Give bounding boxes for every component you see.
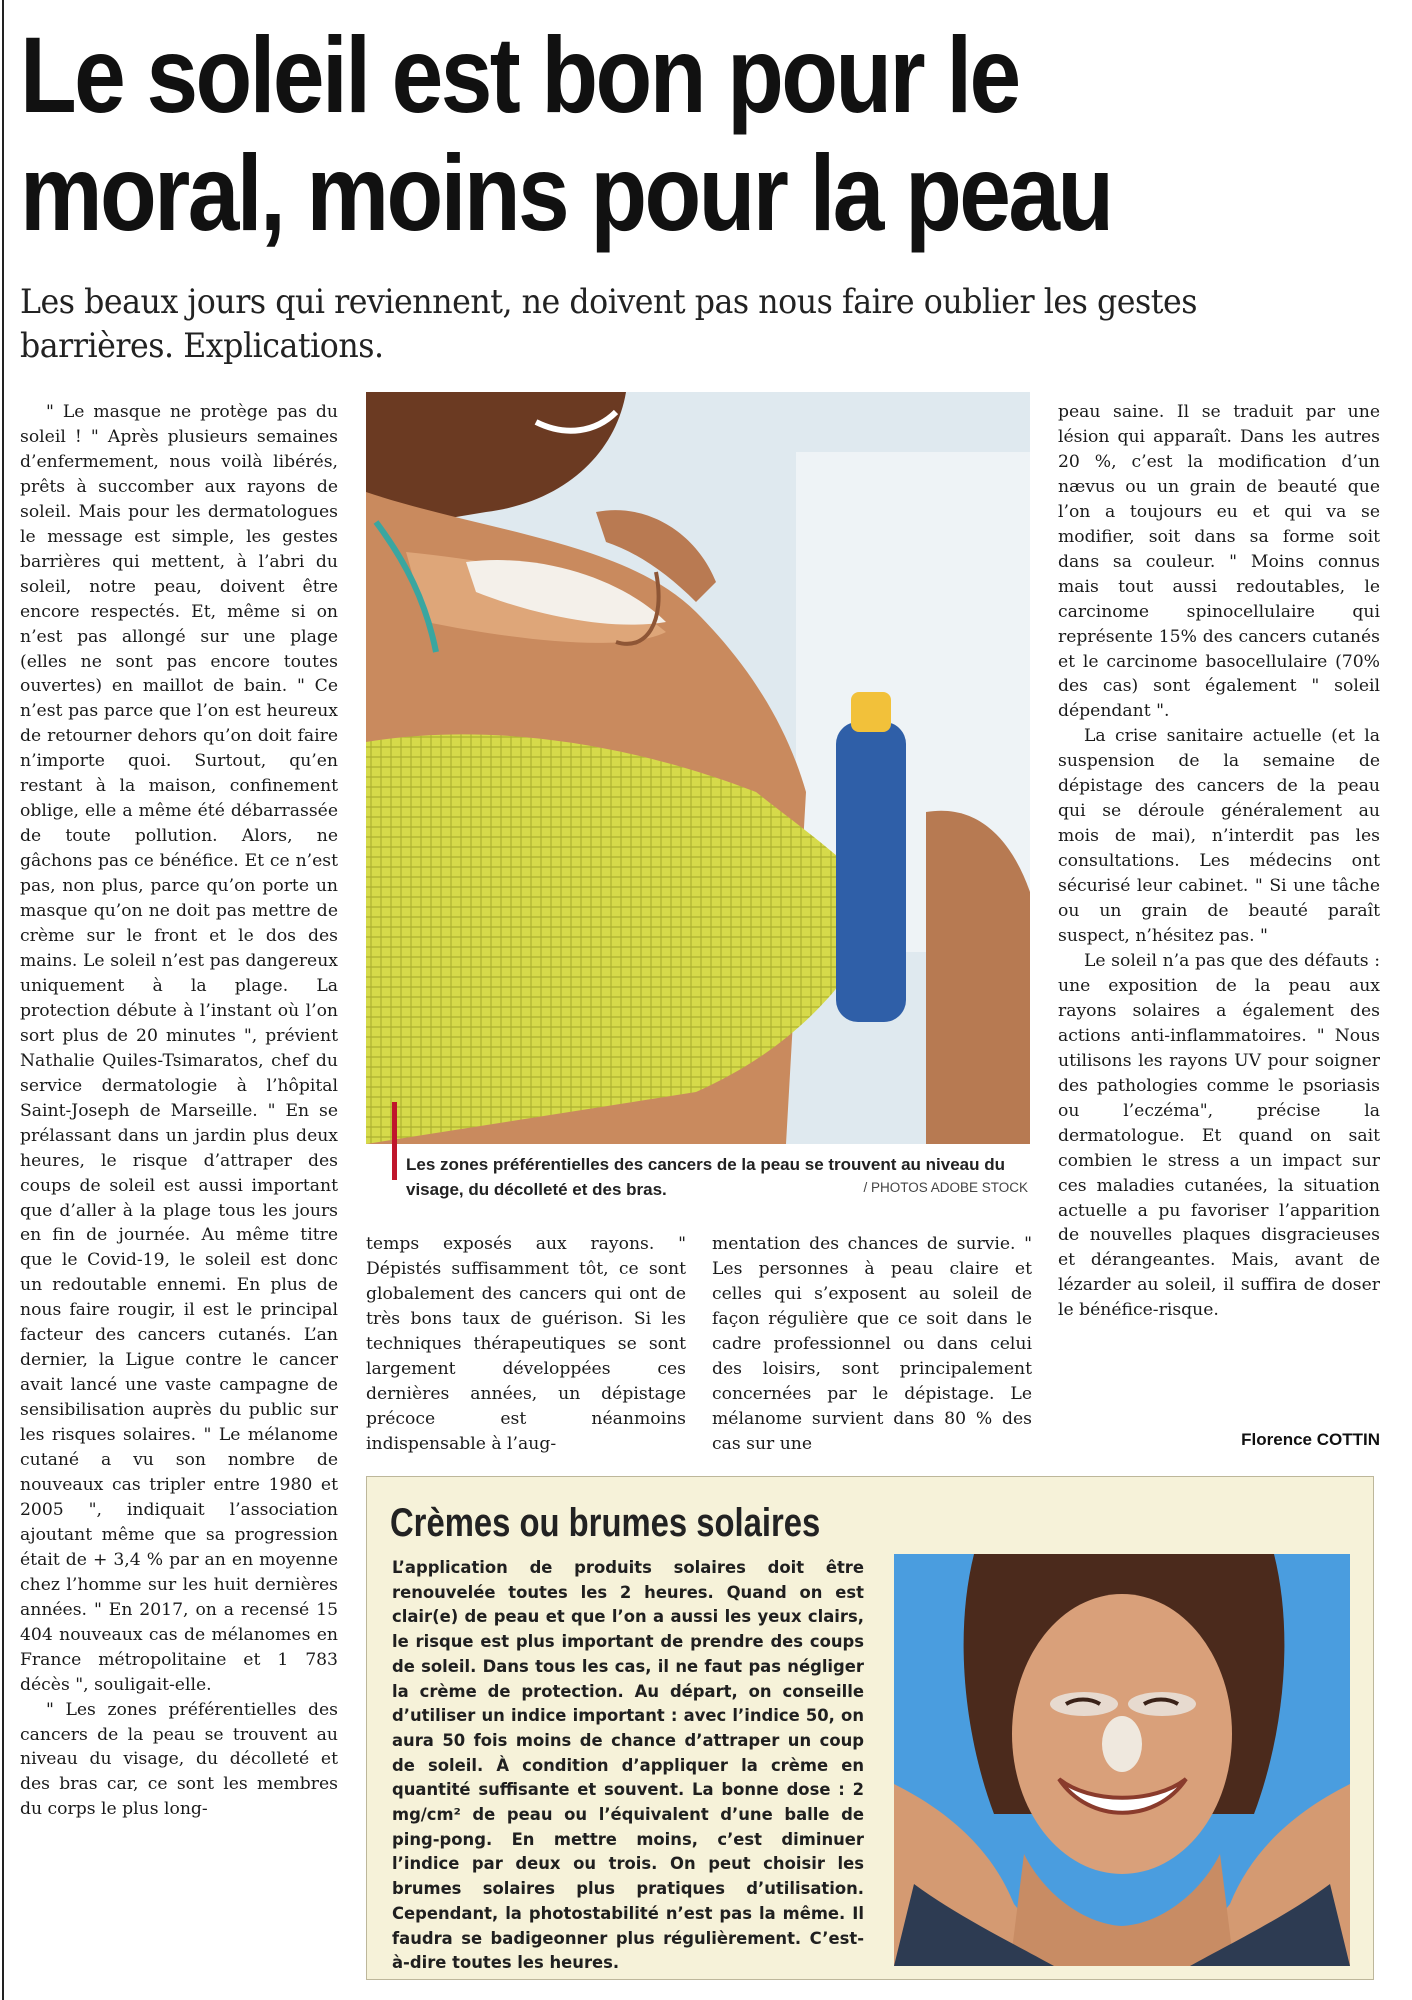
photo-sunscreen-shoulder	[366, 392, 1030, 1144]
photo-girl-illustration	[894, 1554, 1350, 1966]
article-paragraph: La crise sanitaire actuelle (et la suspension de la semaine de dépistage des cancers de la peau qui se déroule généralement au mois de mai), n’interdit pas les consultations. Les médecins ont sécurisé leur cabinet. " Si une tâche ou un grain de beauté paraît suspect, n’hésitez pas. "	[1058, 726, 1380, 947]
article-paragraph: mentation des chances de survie. " Les personnes à peau claire et celles qui s’exposent au soleil de façon régulière que ce soit dans le cadre professionnel ou dans celui des loisirs, sont principalement concernées par le dépistage. Le mélanome survient dans 80 % des cas sur une	[712, 1234, 1032, 1454]
article-paragraph: " Les zones préférentielles des cancers de la peau se trouvent au niveau du visage, du décolleté et des bras car, ce sont les membres du corps le plus long-	[20, 1699, 338, 1820]
article-paragraph: temps exposés aux rayons. " Dépistés suffisamment tôt, ce sont globalement des cancers qui ont de très bons taux de guérison. Si les techniques thérapeutiques se sont largement développées ces dernières années, un dépistage précoce est néanmoins indispensable à l’aug-	[366, 1234, 686, 1454]
article-paragraph: Le soleil n’a pas que des défauts : une exposition de la peau aux rayons solaires a également des actions anti-inflammatoires. " Nous utilisons les rayons UV pour soigner des pathologies comme le psoriasis ou l’eczéma", précise la dermatologue. Et quand on sait combien le stress a un impact sur ces maladies cutanées, la situation actuelle a pu favoriser l’apparition de nouvelles plaques disgracieuses et dérangeantes. Mais, avant de lézarder au soleil, il suffira de doser le bénéfice-risque.	[1058, 950, 1380, 1321]
article-column-4	[1058, 400, 1380, 1323]
article-column-3	[712, 1232, 1032, 1457]
article-paragraph: " Le masque ne protège pas du soleil ! " Après plusieurs semaines d’enfermement, nous voilà libérés, prêts à succomber aux rayons de soleil. Mais pour les dermatologues le message est simple, les gestes barrières qui mettent, à l’abri du soleil, notre peau, doivent être encore respectés. Et, même si on n’est pas allongé sur une plage (elles ne sont pas encore toutes ouvertes) en maillot de bain. " Ce n’est pas parce que l’on est heureux de retourner dehors qu’on doit faire n’importe quoi. Surtout, qu’en restant à la maison, confinement oblige, elle a même été débarrassée de toute pollution. Alors, ne gâchons pas ce bénéfice. Et ce n’est pas, non plus, parce qu’on porte un masque qu’on ne doit pas mettre de crème sur le front et le dos des mains. Le soleil n’est pas dangereux uniquement à la plage. La protection débute à l’instant où l’on sort plus de 20 minutes ", prévient Nathalie Quiles-Tsimaratos, chef du service dermatologie à l’hôpital Saint-Joseph de Marseille. " En se prélassant dans un jardin plus deux heures, le risque d’attraper des coups de soleil est aussi important que d’aller à la plage tous les jours en fin de journée. Au même titre que le Covid-19, le soleil est donc un redoutable ennemi. En plus de nous faire rougir, il est le principal facteur des cancers cutanés. L’an dernier, la Ligue contre le cancer avait lancé une vaste campagne de sensibilisation auprès du public sur les risques solaires. " Le mélanome cutané a vu son nombre de nouveaux cas tripler entre 1980 et 2005 ", indiquait l’association ajoutant même que sa progression était de + 3,4 % par an en moyenne chez l’homme sur les huit dernières années. " En 2017, on a recensé 15 404 nouveaux cas de mélanomes en France métropolitaine et 1 783 décès ", souligait-elle.	[20, 402, 338, 1695]
article-column-1	[20, 400, 338, 1822]
article-paragraph: peau saine. Il se traduit par une lésion qui apparaît. Dans les autres 20 %, c’est la modification d’un nævus ou un grain de beauté que l’on a toujours eu et qui va se modifier, soit dans sa forme soit dans sa couleur. " Moins connus mais tout aussi redoutables, le carcinome spinocellulaire qui représente 15% des cancers cutanés et le carcinome basocellulaire (70% des cas) sont également " soleil dépendant ".	[1058, 402, 1380, 722]
caption-accent-bar	[392, 1102, 397, 1180]
photo-credit: / PHOTOS ADOBE STOCK	[863, 1180, 1028, 1195]
byline: Florence COTTIN	[1241, 1430, 1380, 1449]
photo-girl-sunscreen-face	[894, 1554, 1350, 1966]
article-column-2	[366, 1232, 686, 1457]
photo-caption: Les zones préférentielles des cancers de la peau se trouvent au niveau du visage, du décolleté et des bras.	[406, 1155, 1006, 1199]
sidebar-title: Crèmes ou brumes solaires	[390, 1501, 821, 1545]
standfirst: Les beaux jours qui reviennent, ne doivent pas nous faire oublier les gestes barrières. Explications.	[20, 282, 1198, 366]
page-left-rule	[2, 0, 4, 2000]
photo-sunscreen-illustration	[366, 392, 1030, 1144]
sidebar-text: L’application de produits solaires doit être renouvelée toutes les 2 heures. Quand on est clair(e) de peau et que l’on a aussi les yeux clairs, le risque est plus important de prendre des coups de soleil. Dans tous les cas, il ne faut pas négliger la crème de protection. Au départ, on conseille d’utiliser un indice important : avec l’indice 50, on aura 50 fois moins de chance d’attraper un coup de soleil. À condition d’appliquer la crème en quantité suffisante et souvent. La bonne dose : 2 mg/cm² de peau ou l’équivalent d’une balle de ping-pong. En mettre moins, c’est diminuer l’indice par deux ou trois. On peut choisir les brumes solaires plus pratiques d’utilisation. Cependant, la photostabilité n’est pas la même. Il faudra se badigeonner plus régulièrement. C’est-à-dire toutes les heures.	[392, 1558, 864, 1973]
headline: Le soleil est bon pour le moral, moins pour la peau	[20, 14, 1112, 253]
